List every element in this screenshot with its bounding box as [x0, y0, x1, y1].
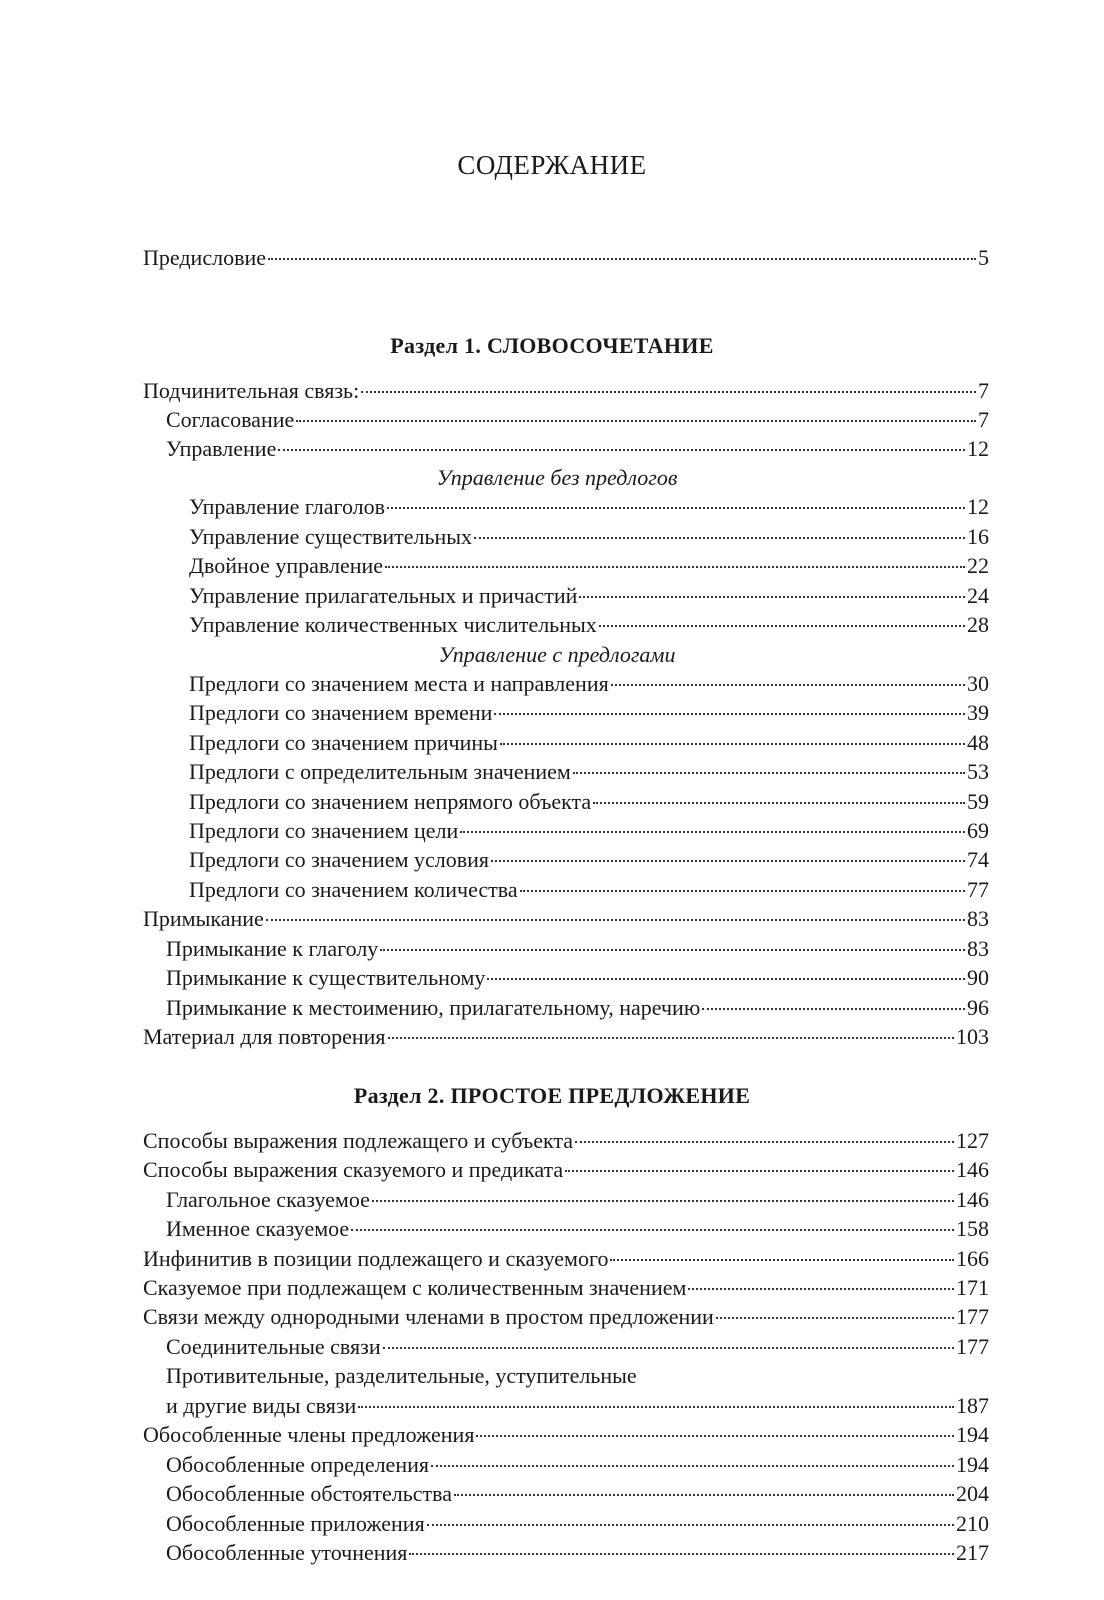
toc-entry-label: Предлоги со значением места и направления	[189, 671, 609, 696]
toc-entry[interactable]	[143, 1421, 989, 1449]
toc-entry[interactable]	[166, 406, 989, 434]
toc-entry[interactable]	[143, 905, 989, 933]
toc-entry[interactable]	[189, 523, 989, 551]
toc-entry-page: 171	[956, 1275, 989, 1300]
page-title: СОДЕРЖАНИЕ	[457, 150, 647, 180]
dot-leader	[565, 1170, 954, 1172]
toc-entry-page: 7	[978, 378, 989, 403]
toc-entry[interactable]	[189, 582, 989, 610]
toc-entry-page: 217	[956, 1540, 989, 1565]
toc-entry-label: Предлоги с определительным значением	[189, 759, 571, 784]
dot-leader	[351, 1229, 954, 1231]
toc-entry-page: 158	[956, 1216, 989, 1241]
toc-entry[interactable]	[189, 493, 989, 521]
toc-entry-page: 146	[956, 1187, 989, 1212]
toc-entry-page: 16	[967, 524, 989, 549]
toc-entry-label: Обособленные обстоятельства	[166, 1481, 452, 1506]
toc-entry-label: Предлоги со значением цели	[189, 818, 459, 843]
toc-entry-label: Примыкание	[143, 906, 264, 931]
subsection-heading: Управление с предлогами	[438, 642, 676, 667]
toc-entry-page: 12	[967, 436, 989, 461]
dot-leader	[383, 1347, 954, 1349]
toc-entry-label: Обособленные приложения	[166, 1511, 425, 1536]
dot-leader	[385, 566, 965, 568]
toc-entry[interactable]	[143, 1156, 989, 1184]
toc-entry-preface[interactable]	[143, 244, 989, 272]
toc-entry[interactable]	[166, 1215, 989, 1243]
toc-entry-page: 39	[967, 700, 989, 725]
toc-entry-label: Сказуемое при подлежащем с количественным значением	[143, 1275, 687, 1300]
toc-entry-page: 146	[956, 1157, 989, 1182]
toc-entry-page: 30	[967, 671, 989, 696]
toc-entry[interactable]	[166, 1333, 989, 1361]
toc-entry-label-wrapped: Противительные, разделительные, уступительные	[166, 1363, 637, 1388]
dot-leader	[716, 1317, 954, 1319]
toc-entry-page: 90	[967, 965, 989, 990]
toc-entry-label: Предлоги со значением времени	[189, 700, 493, 725]
section-1-heading	[0, 333, 1104, 359]
toc-entry-page: 74	[967, 847, 989, 872]
toc-entry[interactable]	[166, 994, 989, 1022]
toc-entry-page: 177	[956, 1304, 989, 1329]
toc-entry[interactable]	[166, 1480, 989, 1508]
toc-entry[interactable]	[189, 817, 989, 845]
toc-entry-page: 96	[967, 995, 989, 1020]
toc-entry[interactable]	[143, 1303, 989, 1331]
toc-entry-page: 83	[967, 906, 989, 931]
toc-entry-label: Материал для повторения	[143, 1024, 386, 1049]
toc-entry[interactable]	[166, 964, 989, 992]
dot-leader	[611, 684, 965, 686]
toc-entry-label: Управление количественных числительных	[189, 612, 597, 637]
toc-entry[interactable]	[189, 876, 989, 904]
toc-entry-label: Двойное управление	[189, 553, 384, 578]
toc-entry-label: Именное сказуемое	[166, 1216, 350, 1241]
dot-leader	[593, 802, 965, 804]
dot-leader	[372, 1200, 954, 1202]
toc-entry[interactable]	[189, 611, 989, 639]
toc-entry[interactable]	[166, 1186, 989, 1214]
toc-entry-page: 28	[967, 612, 989, 637]
dot-leader	[361, 391, 976, 393]
toc-entry-page: 204	[956, 1481, 989, 1506]
toc-entry-page: 83	[967, 936, 989, 961]
dot-leader	[688, 1288, 954, 1290]
toc-entry[interactable]	[143, 1127, 989, 1155]
dot-leader	[380, 949, 965, 951]
toc-entry-label: Соединительные связи	[166, 1334, 381, 1359]
toc-entry-label: Управление глаголов	[189, 494, 386, 519]
dot-leader	[474, 537, 965, 539]
toc-entry-label: Управление	[166, 436, 277, 461]
toc-entry-label: Управление существительных	[189, 524, 473, 549]
dot-leader	[487, 978, 965, 980]
toc-entry-page: 210	[956, 1511, 989, 1536]
section-number: Раздел 1.	[390, 333, 482, 358]
toc-entry-label: Предлоги со значением непрямого объекта	[189, 789, 592, 814]
toc-entry[interactable]	[189, 788, 989, 816]
toc-entry-page: 194	[956, 1422, 989, 1447]
dot-leader	[431, 1465, 954, 1467]
toc-entry-page: 7	[978, 407, 989, 432]
toc-entry-page: 166	[956, 1246, 989, 1271]
toc-entry[interactable]	[189, 699, 989, 727]
toc-entry[interactable]	[143, 377, 989, 405]
toc-entry-page: 187	[956, 1393, 989, 1418]
toc-entry-label: Примыкание к существительному	[166, 965, 486, 990]
dot-leader	[387, 507, 965, 509]
toc-entry-label: Обособленные определения	[166, 1452, 429, 1477]
toc-entry[interactable]	[166, 1451, 989, 1479]
dot-leader	[358, 1406, 954, 1408]
subsection-heading: Управление без предлогов	[436, 465, 678, 490]
section-2-heading	[0, 1083, 1104, 1109]
dot-leader	[460, 831, 965, 833]
dot-leader	[268, 258, 976, 260]
dot-leader	[491, 860, 965, 862]
toc-entry-label: Подчинительная связь:	[143, 378, 360, 403]
toc-entry-label: Предлоги со значением причины	[189, 730, 498, 755]
toc-entry-label: Обособленные уточнения	[166, 1540, 408, 1565]
toc-entry[interactable]	[166, 1539, 989, 1567]
dot-leader	[575, 1141, 954, 1143]
toc-entry-label: Примыкание к глаголу	[166, 936, 379, 961]
toc-entry-page: 24	[967, 583, 989, 608]
toc-entry-label: Предлоги со значением условия	[189, 847, 490, 872]
toc-entry-page: 127	[956, 1128, 989, 1153]
dot-leader	[476, 1435, 954, 1437]
toc-entry-label: Связи между однородными членами в простом предложении	[143, 1304, 714, 1329]
toc-entry-page: 103	[956, 1024, 989, 1049]
toc-entry-label: Примыкание к местоимению, прилагательному, наречию	[166, 995, 701, 1020]
toc-entry-page: 177	[956, 1334, 989, 1359]
toc-entry[interactable]	[143, 1274, 989, 1302]
section-number: Раздел 2.	[353, 1083, 445, 1108]
toc-entry-page: 22	[967, 553, 989, 578]
toc-entry[interactable]	[189, 846, 989, 874]
toc-entry[interactable]	[166, 935, 989, 963]
toc-entry[interactable]	[143, 1023, 989, 1051]
dot-leader	[579, 596, 965, 598]
toc-entry-label: Предисловие	[143, 245, 266, 270]
toc-entry[interactable]	[166, 435, 989, 463]
dot-leader	[278, 449, 965, 451]
dot-leader	[520, 890, 965, 892]
toc-entry-label: Способы выражения подлежащего и субъекта	[143, 1128, 574, 1153]
toc-entry[interactable]	[189, 670, 989, 698]
toc-entry-label: Глагольное сказуемое	[166, 1187, 370, 1212]
dot-leader	[427, 1524, 954, 1526]
toc-entry[interactable]	[189, 552, 989, 580]
toc-entry[interactable]	[189, 729, 989, 757]
toc-entry-label: Предлоги со значением количества	[189, 877, 518, 902]
toc-entry[interactable]	[166, 1510, 989, 1538]
dot-leader	[494, 713, 965, 715]
toc-entry[interactable]	[166, 1392, 989, 1420]
toc-entry-label: Управление прилагательных и причастий	[189, 583, 578, 608]
dot-leader	[266, 919, 965, 921]
section-name: СЛОВОСОЧЕТАНИЕ	[486, 333, 714, 358]
toc-entry[interactable]	[143, 1245, 989, 1273]
toc-entry-label: и другие виды связи	[166, 1393, 357, 1418]
toc-entry-page: 5	[978, 245, 989, 270]
dot-leader	[599, 625, 965, 627]
toc-entry-page: 12	[967, 494, 989, 519]
section-name: ПРОСТОЕ ПРЕДЛОЖЕНИЕ	[450, 1083, 751, 1108]
dot-leader	[296, 420, 976, 422]
toc-entry-page: 77	[967, 877, 989, 902]
toc-entry-label: Способы выражения сказуемого и предиката	[143, 1157, 564, 1182]
toc-entry-page: 53	[967, 759, 989, 784]
dot-leader	[388, 1037, 954, 1039]
toc-entry-label: Согласование	[166, 407, 295, 432]
dot-leader	[610, 1259, 954, 1261]
dot-leader	[409, 1553, 954, 1555]
toc-entry-page: 48	[967, 730, 989, 755]
toc-entry-page: 194	[956, 1452, 989, 1477]
dot-leader	[500, 743, 965, 745]
toc-entry-page: 59	[967, 789, 989, 814]
toc-entry[interactable]	[189, 758, 989, 786]
toc-entry-page: 69	[967, 818, 989, 843]
toc-entry-label: Обособленные члены предложения	[143, 1422, 475, 1447]
dot-leader	[573, 772, 965, 774]
toc-entry-label: Инфинитив в позиции подлежащего и сказуемого	[143, 1246, 609, 1271]
dot-leader	[702, 1008, 965, 1010]
dot-leader	[454, 1494, 954, 1496]
